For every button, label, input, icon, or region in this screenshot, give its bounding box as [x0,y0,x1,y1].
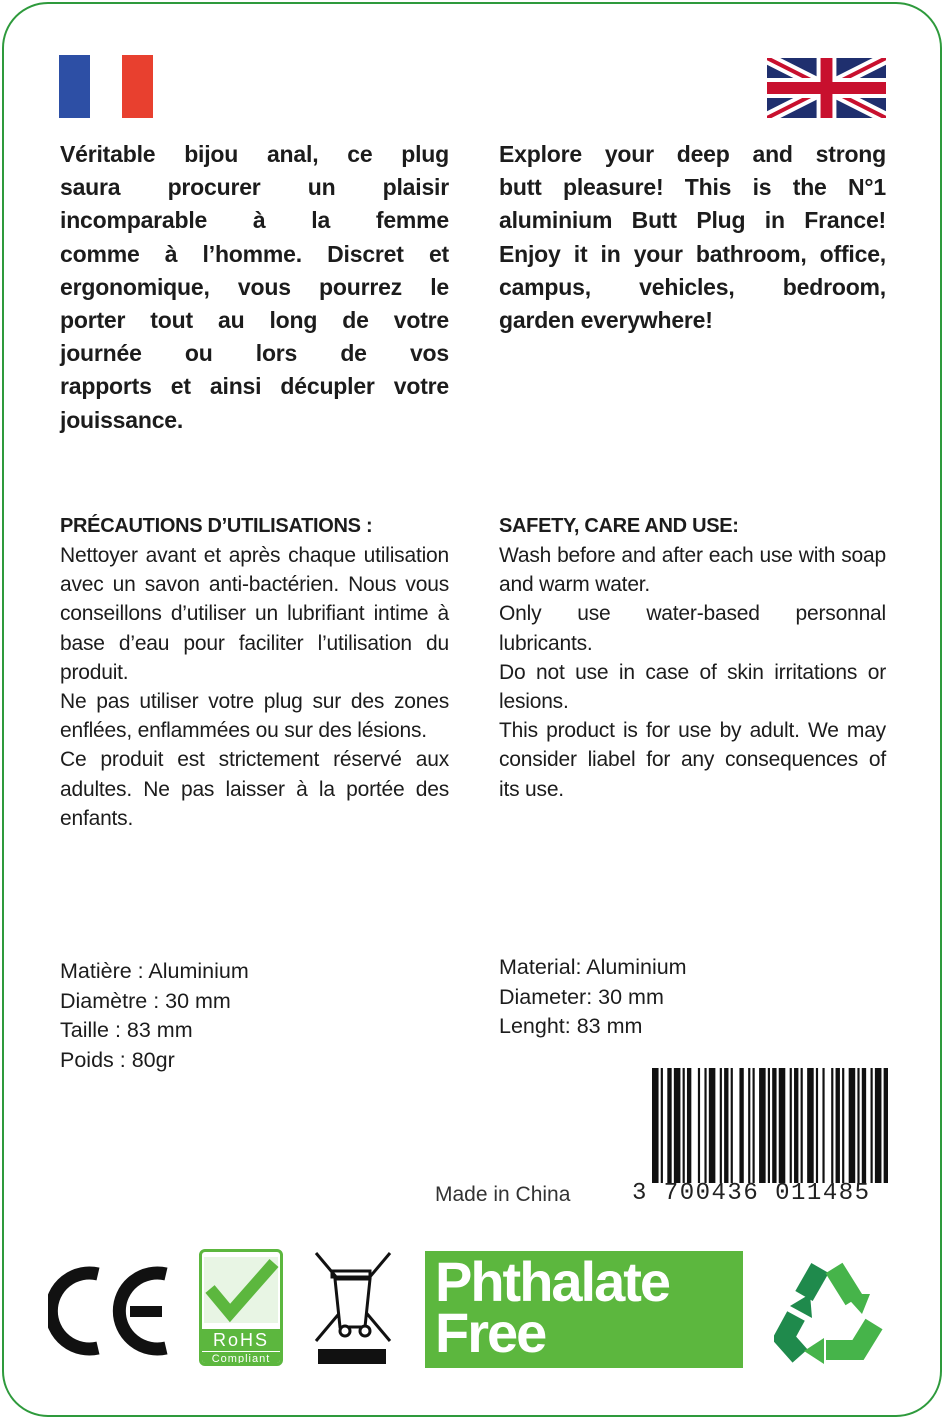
rohs-text: RoHS [202,1329,280,1351]
en-intro-line: garden everywhere! [499,307,713,334]
crossed-out-wheelie-bin-icon [310,1249,394,1366]
barcode-number: 3 700436 011485 [632,1180,871,1207]
en-care-paragraph: This product is for use by adult. We may consider liabel for any consequences of its use. [499,719,886,801]
en-spec-line: Material: Aluminium [499,955,687,979]
en-specs [499,953,886,1042]
fr-intro-line: porter tout au long de votre [60,307,449,334]
recycle-icon [774,1254,896,1366]
fr-intro [60,138,449,437]
en-intro-line: campus, vehicles, bedroom, [499,273,886,300]
en-intro [499,138,886,337]
fr-intro-line: rapports et ainsi décupler votre [60,373,449,400]
phthalate-text: Phthalate [435,1251,670,1313]
fr-intro-line: incomparable à la femme [60,207,449,234]
en-care-title: SAFETY, CARE AND USE: [499,515,739,537]
fr-care-title: PRÉCAUTIONS D’UTILISATIONS : [60,515,373,537]
en-care-paragraph: Only use water-based personnal lubricants. [499,602,886,655]
en-spec-line: Diameter: 30 mm [499,984,664,1009]
en-intro-line: butt pleasure! This is the N°1 [499,174,886,201]
fr-intro-line: saura procurer un plaisir [60,174,449,201]
ce-mark-icon [48,1266,172,1356]
phthalate-free-logo [425,1251,743,1368]
french-flag-icon [59,55,153,118]
en-intro-line: aluminium Butt Plug in France! [499,207,886,234]
fr-intro-line: journée ou lors de vos [60,340,449,367]
fr-care-paragraph: Ne pas utiliser votre plug sur des zones enflées, enflammées ou sur des lésions. [60,690,449,743]
fr-intro-line: comme à l’homme. Discret et [60,240,449,267]
en-intro-line: Enjoy it in your bathroom, office, [499,240,886,267]
fr-care-paragraph: Ce produit est strictement réservé aux adultes. Ne pas laisser à la portée des enfants. [60,748,449,830]
fr-spec-line: Taille : 83 mm [60,1018,193,1042]
free-text: Free [435,1301,546,1364]
fr-care-paragraph: Nettoyer avant et après chaque utilisation avec un savon anti-bactérien. Nous vous conseillons d’utiliser un lubrifiant intime à base d’eau pour faciliter l’utilisation du produit. [60,544,449,684]
fr-spec-line: Diamètre : 30 mm [60,988,231,1013]
fr-specs [60,957,449,1075]
fr-spec-line: Matière : Aluminium [60,959,249,983]
fr-spec-line: Poids : 80gr [60,1047,175,1072]
en-care-paragraph: Wash before and after each use with soap and warm water. [499,544,886,597]
en-care-paragraph: Do not use in case of skin irritations or lesions. [499,660,886,714]
fr-care-section [60,512,449,833]
fr-intro-line: jouissance. [60,406,184,433]
rohs-compliant-text: Compliant [202,1351,280,1366]
made-in-label: Made in China [435,1183,571,1206]
fr-intro-line: ergonomique, vous pourrez le [60,273,449,300]
en-care-section [499,512,886,804]
en-spec-line: Lenght: 83 mm [499,1014,643,1038]
barcode [652,1068,888,1183]
checkmark-icon [202,1255,280,1325]
rohs-compliant-logo [199,1249,283,1366]
en-intro-line: Explore your deep and strong [499,141,886,167]
uk-flag-icon [767,58,886,118]
fr-intro-line: Véritable bijou anal, ce plug [60,141,449,167]
